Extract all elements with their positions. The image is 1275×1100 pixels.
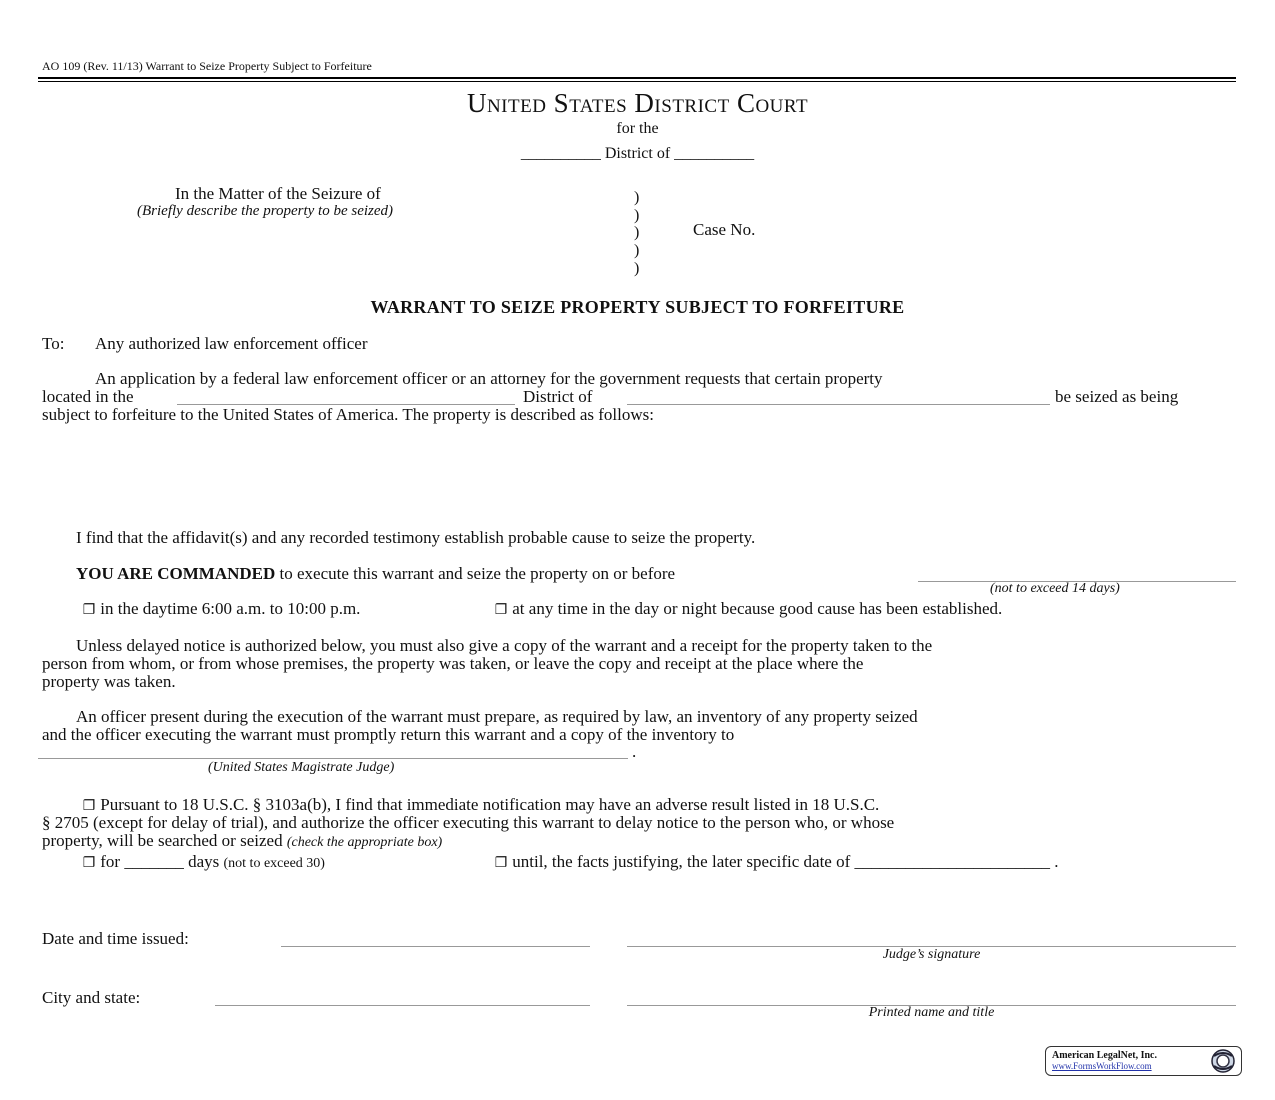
globe-icon [1206,1048,1240,1074]
caption-paren: ) [634,224,640,241]
commanded-rest: to execute this warrant and seize the property on or before [279,564,676,583]
be-seized-label: be seized as being [1055,387,1179,406]
anytime-option[interactable] [494,599,1002,619]
footer-company: American LegalNet, Inc. [1052,1050,1157,1061]
footer-logo[interactable] [1045,1046,1242,1076]
court-title: United States District Court [466,88,809,118]
caption-paren: ) [634,260,640,277]
to-label: To: [42,334,65,353]
delay-line2: § 2705 (except for delay of trial), and authorize the officer executing this warrant to delay notice to the person who, or whose [42,813,895,832]
days-hint: (not to exceed 30) [223,856,325,871]
district-blank[interactable] [627,404,1050,405]
anytime-label: at any time in the day or night because good cause has been established. [512,599,1003,618]
header-rule [38,77,1236,79]
located-in-label: located in the [42,387,134,406]
probable-cause: I find that the affidavit(s) and any recorded testimony establish probable cause to seize the property. [76,528,756,547]
inventory-line1: An officer present during the execution of the warrant must prepare, as required by law, an inventory of any property seized [76,707,918,726]
delay-checkbox[interactable]: ❐ [82,799,96,814]
caption-paren: ) [634,189,640,206]
footer-url[interactable]: www.FormsWorkFlow.com [1052,1061,1152,1071]
to-value: Any authorized law enforcement officer [95,334,368,353]
for-the: for the [616,120,659,137]
daytime-option[interactable] [82,599,360,619]
city-state-label: City and state: [42,988,141,1007]
delay-line1-text: Pursuant to 18 U.S.C. § 3103a(b), I find that immediate notification may have an adverse result listed in 18 U.S.C. [100,795,880,814]
notice-line1: Unless delayed notice is authorized below, you must also give a copy of the warrant and a receipt for the property taken to the [76,636,933,655]
form-id: AO 109 (Rev. 11/13) Warrant to Seize Property Subject to Forfeiture [42,59,372,73]
notice-line3: property was taken. [42,672,176,691]
days-label: days [188,852,220,871]
warrant-title: WARRANT TO SEIZE PROPERTY SUBJECT TO FORFEITURE [370,297,905,317]
delay-line1 [82,795,879,815]
delay-line3 [42,831,442,851]
case-no-label: Case No. [693,220,756,239]
until-blank[interactable]: _______________________ [854,852,1050,871]
until-label: until, the facts justifying, the later specific date of [512,852,851,871]
commanded-bold: YOU ARE COMMANDED [76,564,276,583]
for-label: for [100,852,121,871]
deadline-hint: (not to exceed 14 days) [990,581,1120,596]
judge-signature-label: Judge’s signature [882,947,981,962]
matter-hint: (Briefly describe the property to be seized) [137,203,394,219]
delay-line3-text: property, will be searched or seized [42,831,283,850]
application-line3: subject to forfeiture to the United States of America. The property is described as follows: [42,405,654,424]
until-checkbox[interactable]: ❐ [494,856,508,871]
until-period: . [1054,852,1059,871]
delay-line3-hint: (check the appropriate box) [286,835,443,850]
inventory-line2: and the officer executing the warrant must promptly return this warrant and a copy of the inventory to [42,725,735,744]
date-issued-label: Date and time issued: [42,929,189,948]
until-option[interactable] [494,852,1059,872]
matter-label: In the Matter of the Seizure of [175,184,381,203]
for-days-checkbox[interactable]: ❐ [82,856,96,871]
caption-paren: ) [634,207,640,224]
inventory-period: . [632,742,637,761]
anytime-checkbox[interactable]: ❐ [494,603,508,618]
days-blank[interactable]: _______ [124,852,184,871]
daytime-label: in the daytime 6:00 a.m. to 10:00 p.m. [100,599,361,618]
caption-paren: ) [634,242,640,259]
magistrate-hint: (United States Magistrate Judge) [208,760,395,775]
commanded-line [76,564,675,584]
printed-name-label: Printed name and title [868,1005,995,1020]
for-days-option[interactable] [82,852,325,872]
district-line[interactable]: __________ District of __________ [520,145,755,162]
magistrate-blank[interactable] [38,758,628,759]
application-line1: An application by a federal law enforcement officer or an attorney for the government requests that certain property [95,369,883,388]
district-of-label: District of [523,387,593,406]
notice-line2: person from whom, or from whose premises, the property was taken, or leave the copy and receipt at the place where the [42,654,864,673]
header-rule-thin [38,81,1236,82]
daytime-checkbox[interactable]: ❐ [82,603,96,618]
